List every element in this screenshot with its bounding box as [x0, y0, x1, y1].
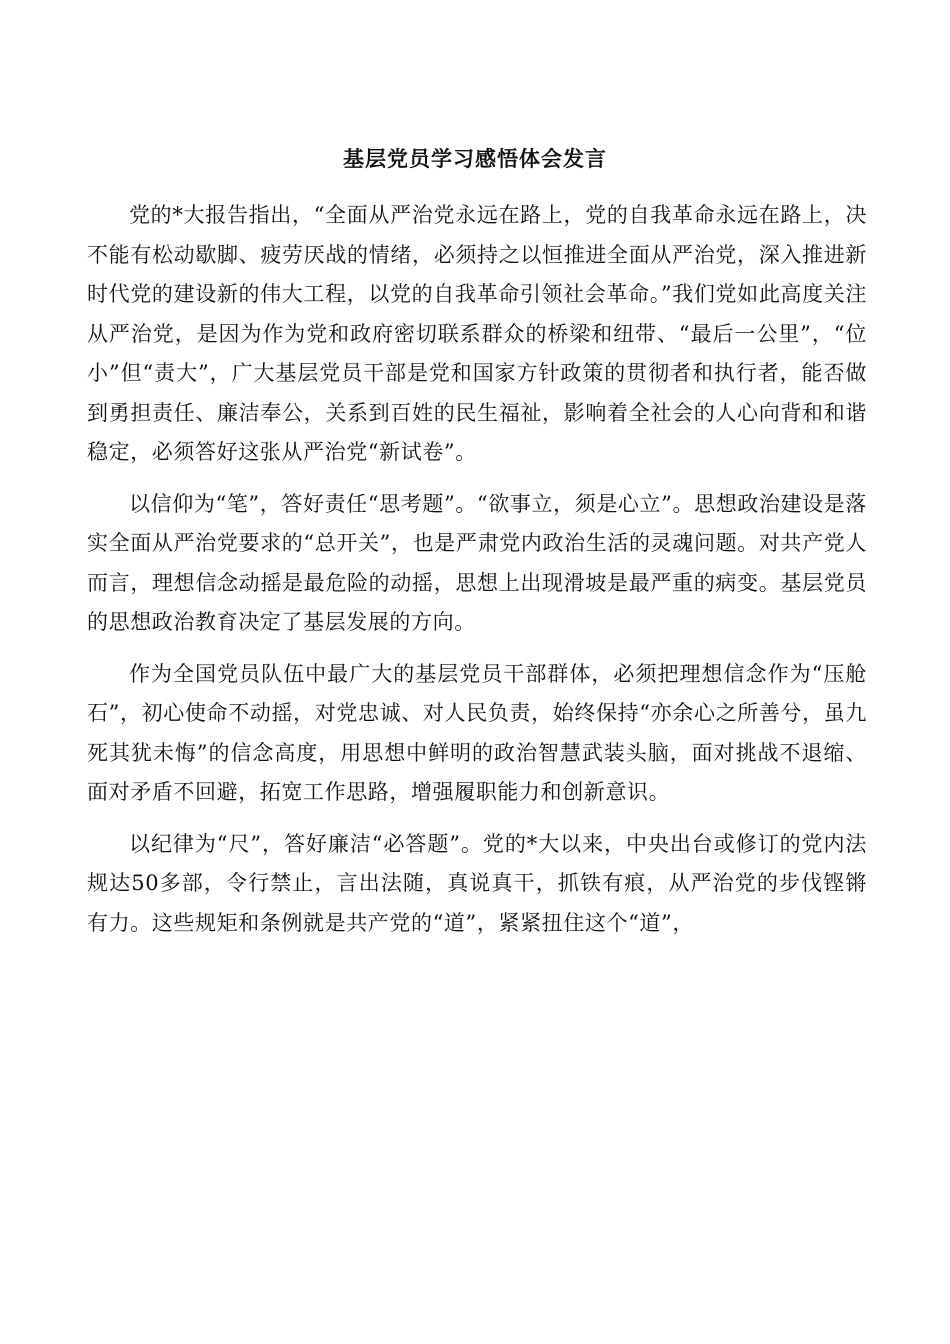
paragraph-2: 以信仰为“笔”，答好责任“思考题”。“欲事立，须是心立”。思想政治建设是落实全面从严治党要求的“总开关”，也是严肃党内政治生活的灵魂问题。对共产党人而言，理想信念动摇是最危险的动摇，思想上出现滑坡是最严重的病变。基层党员的思想政治教育决定了基层发展的方向。 [87, 491, 867, 634]
paragraph-3: 作为全国党员队伍中最广大的基层党员干部群体，必须把理想信念作为“压舱石”，初心使命不动摇，对党忠诚、对人民负责，始终保持“亦余心之所善兮，虽九死其犹未悔”的信念高度，用思想中鲜明的政治智慧武装头脑，面对挑战不退缩、面对矛盾不回避，拓宽工作思路，增强履职能力和创新意识。 [87, 661, 867, 804]
document-title: 基层党员学习感悟体会发言 [343, 146, 607, 171]
document-body [87, 172, 867, 955]
paragraph-1: 党的*大报告指出，“全面从严治党永远在路上，党的自我革命永远在路上，决不能有松动歇脚、疲劳厌战的情绪，必须持之以恒推进全面从严治党，深入推进新时代党的建设新的伟大工程，以党的自我革命引领社会革命。”我们党如此高度关注从严治党，是因为作为党和政府密切联系群众的桥梁和纽带、“最后一公里”，“位小”但“责大”，广大基层党员干部是党和国家方针政策的贯彻者和执行者，能否做到勇担责任、廉洁奉公，关系到百姓的民生福祉，影响着全社会的人心向背和和谐稳定，必须答好这张从严治党“新试卷”。 [87, 203, 867, 464]
paragraph-4: 以纪律为“尺”，答好廉洁“必答题”。党的*大以来，中央出台或修订的党内法规达50多部，令行禁止，言出法随，真说真干，抓铁有痕，从严治党的步伐铿锵有力。这些规矩和条例就是共产党的“道”，紧紧扭住这个“道”， [87, 831, 867, 935]
